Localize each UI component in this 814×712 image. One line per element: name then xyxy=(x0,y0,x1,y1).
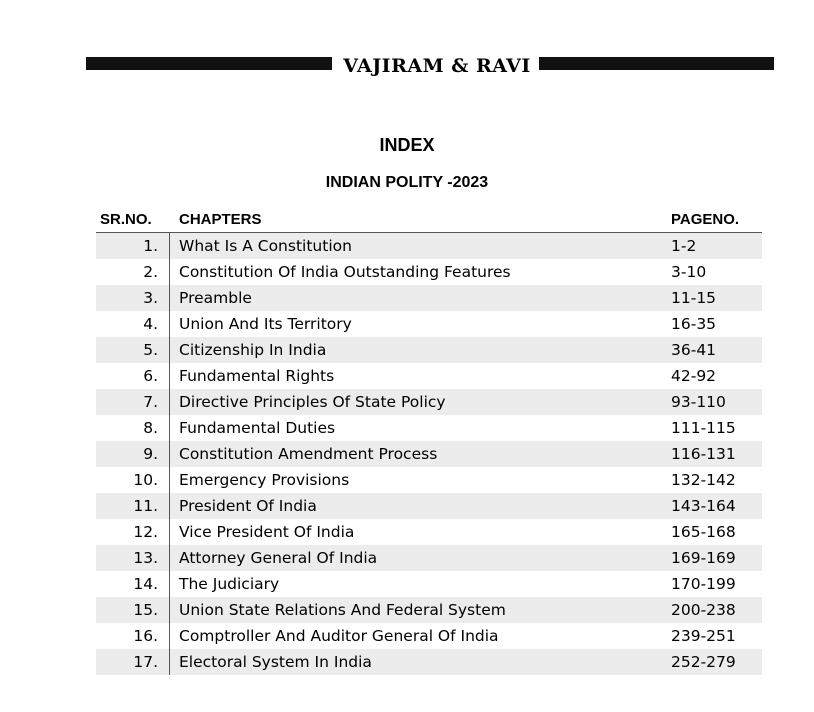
row-pages: 111-115 xyxy=(671,419,736,437)
table-row xyxy=(96,493,762,519)
table-row xyxy=(96,415,762,441)
row-chapter: Constitution Of India Outstanding Features xyxy=(179,263,511,281)
row-pages: 143-164 xyxy=(671,497,736,515)
row-sr-no: 16. xyxy=(133,627,158,645)
table-row xyxy=(96,389,762,415)
row-sr-no: 15. xyxy=(133,601,158,619)
row-chapter: Union State Relations And Federal System xyxy=(179,601,506,619)
chapter-index-table xyxy=(96,206,762,675)
column-divider xyxy=(169,233,170,675)
header-bar-left xyxy=(86,57,332,70)
table-row xyxy=(96,311,762,337)
table-row xyxy=(96,259,762,285)
row-sr-no: 14. xyxy=(133,575,158,593)
table-row xyxy=(96,467,762,493)
row-pages: 170-199 xyxy=(671,575,736,593)
column-header-sr-no: SR.NO. xyxy=(100,211,152,228)
row-sr-no: 11. xyxy=(133,497,158,515)
row-pages: 11-15 xyxy=(671,289,717,307)
row-pages: 1-2 xyxy=(671,237,697,255)
row-sr-no: 10. xyxy=(133,471,158,489)
table-row xyxy=(96,649,762,675)
row-chapter: Electoral System In India xyxy=(179,653,372,671)
row-sr-no: 1. xyxy=(143,237,158,255)
row-pages: 36-41 xyxy=(671,341,717,359)
row-pages: 16-35 xyxy=(671,315,717,333)
brand-name: VAJIRAM & RAVI xyxy=(343,55,531,77)
index-subtitle: INDIAN POLITY -2023 xyxy=(325,174,489,191)
row-chapter: Comptroller And Auditor General Of India xyxy=(179,627,499,645)
column-header-page-no: PAGENO. xyxy=(671,211,740,228)
table-row xyxy=(96,623,762,649)
row-chapter: President Of India xyxy=(179,497,317,515)
row-chapter: What Is A Constitution xyxy=(179,237,352,255)
row-pages: 42-92 xyxy=(671,367,717,385)
row-pages: 132-142 xyxy=(671,471,736,489)
table-row xyxy=(96,441,762,467)
index-title: INDEX xyxy=(379,135,435,155)
row-pages: 165-168 xyxy=(671,523,736,541)
header-band xyxy=(86,52,774,80)
row-pages: 200-238 xyxy=(671,601,736,619)
table-row xyxy=(96,337,762,363)
header-bar-right xyxy=(539,57,774,70)
row-sr-no: 7. xyxy=(143,393,158,411)
row-chapter: Citizenship In India xyxy=(179,341,327,359)
row-pages: 116-131 xyxy=(671,445,736,463)
row-sr-no: 12. xyxy=(133,523,158,541)
row-sr-no: 6. xyxy=(143,367,158,385)
row-chapter: Emergency Provisions xyxy=(179,471,350,489)
row-chapter: Fundamental Duties xyxy=(179,419,336,437)
table-row xyxy=(96,233,762,259)
row-chapter: The Judiciary xyxy=(179,575,280,593)
table-row xyxy=(96,363,762,389)
column-header-chapters: CHAPTERS xyxy=(179,211,262,228)
row-sr-no: 9. xyxy=(143,445,158,463)
row-chapter: Attorney General Of India xyxy=(179,549,378,567)
row-pages: 93-110 xyxy=(671,393,726,411)
row-sr-no: 4. xyxy=(143,315,158,333)
row-chapter: Vice President Of India xyxy=(179,523,355,541)
row-sr-no: 8. xyxy=(143,419,158,437)
row-sr-no: 5. xyxy=(143,341,158,359)
row-sr-no: 3. xyxy=(143,289,158,307)
row-chapter: Union And Its Territory xyxy=(179,315,352,333)
row-sr-no: 13. xyxy=(133,549,158,567)
row-chapter: Preamble xyxy=(179,289,252,307)
row-chapter: Fundamental Rights xyxy=(179,367,335,385)
row-sr-no: 17. xyxy=(133,653,158,671)
row-pages: 252-279 xyxy=(671,653,736,671)
row-sr-no: 2. xyxy=(143,263,158,281)
row-pages: 3-10 xyxy=(671,263,707,281)
row-pages: 169-169 xyxy=(671,549,736,567)
table-header xyxy=(96,206,762,233)
row-chapter: Directive Principles Of State Policy xyxy=(179,393,446,411)
table-row xyxy=(96,519,762,545)
table-row xyxy=(96,285,762,311)
row-chapter: Constitution Amendment Process xyxy=(179,445,438,463)
table-row xyxy=(96,545,762,571)
row-pages: 239-251 xyxy=(671,627,736,645)
table-row xyxy=(96,597,762,623)
table-row xyxy=(96,571,762,597)
